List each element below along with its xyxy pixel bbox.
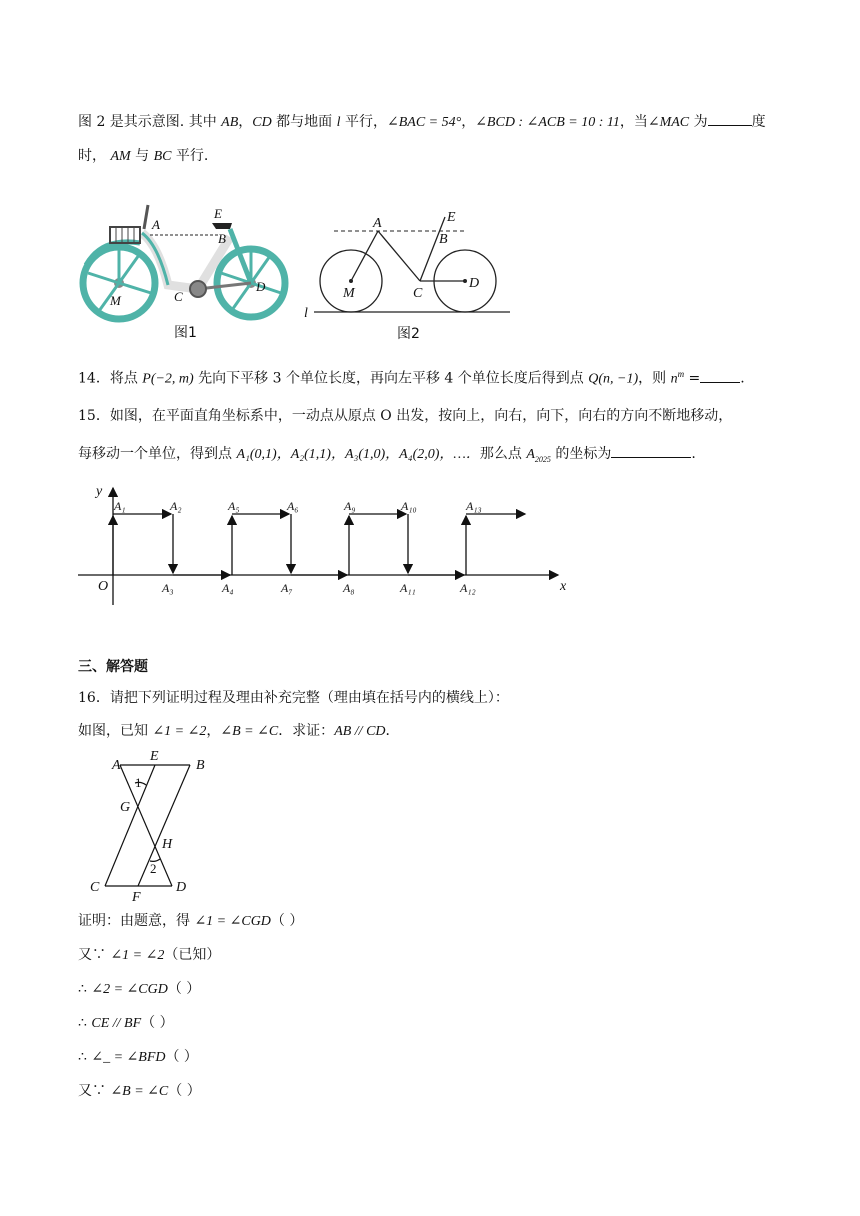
parallel-lines-figure (80, 748, 210, 908)
point-label-a5: A₅ (228, 499, 240, 513)
proof-step (78, 979, 200, 1000)
proof-text: ∴ (78, 1015, 92, 1031)
q16-line-2: 如图，已知 ∠1 = ∠2，∠B = ∠C．求证：AB // CD． (78, 723, 400, 739)
proof-text: ∠1 = ∠2 (110, 948, 165, 963)
fig1-caption: 图1 (174, 325, 197, 341)
proof-text: ∠2 = ∠CGD (91, 982, 168, 997)
reason-blank[interactable]: （ ） (168, 1083, 201, 1099)
fig1-label-b: B (218, 231, 226, 246)
q16-label-g: G (120, 800, 131, 815)
proof-text: CE // BF (91, 1016, 142, 1031)
proof-text: 又∵ (78, 1083, 111, 1099)
point-label-a7: A₇ (281, 581, 293, 595)
proof-text: ∠B = ∠C (110, 1084, 169, 1099)
point-label-a8: A₈ (343, 581, 355, 595)
q13-line-2: 时， AM 与 BC 平行. (78, 148, 209, 164)
answer-blank-q15[interactable] (611, 443, 691, 458)
y-axis-label: y (96, 484, 103, 499)
q16-angle-2: 2 (150, 861, 157, 876)
point-label-a3: A₃ (162, 581, 174, 595)
fig2-label-a: A (373, 216, 382, 231)
reason-blank[interactable]: （ ） (270, 913, 304, 929)
fig1-label-a: A (152, 217, 160, 232)
q16-label-c: C (90, 880, 100, 895)
q16-label-a: A (112, 758, 121, 773)
proof-step (78, 1047, 198, 1068)
answer-blank-q14[interactable] (700, 368, 740, 383)
point-label-a12: A₁₂ (460, 581, 476, 595)
bicycle-figure-2 (300, 205, 520, 345)
fig2-caption: 图2 (397, 326, 420, 342)
fig2-label-c: C (413, 286, 423, 301)
q14: 14．将点 P(−2, m) 先向下平移 3 个单位长度，再向左平移 4 个单位长度后得到点 Q(n, −1)，则 $n^m$ = . (78, 369, 745, 387)
fig2-label-l: l (304, 306, 308, 321)
point-label-a13: A₁₃ (466, 499, 482, 513)
section-title: 三、解答题 (78, 659, 148, 675)
proof-step (78, 1081, 201, 1102)
proof-text: 证明：由题意，得 (78, 913, 195, 929)
reason-blank[interactable]: （ ） (141, 1015, 174, 1031)
fig1-label-e: E (214, 206, 222, 221)
point-label-a9: A₉ (344, 499, 356, 513)
point-label-a2: A₂ (170, 499, 182, 513)
reason-blank[interactable]: （ ） (167, 981, 201, 997)
proof-step (78, 1013, 174, 1034)
fig2-label-b: B (439, 232, 448, 247)
reason-blank[interactable]: （ ） (165, 1049, 198, 1065)
fig2-label-e: E (447, 210, 456, 225)
q16-label-f: F (132, 890, 141, 905)
q15-line-2: 每移动一个单位，得到点 A₁(0,1)，A₂(1,1)，A₃(1,0)，A₄(2,0)，…．那么点 $A_{2025}$ 的坐标为 . (78, 443, 696, 470)
point-label-a10: A₁₀ (401, 499, 417, 513)
coordinate-path-figure (70, 480, 580, 610)
proof-text: ∠1 = ∠CGD (194, 914, 271, 929)
proof-text: 又∵ (78, 947, 111, 963)
proof-text: ∴ (78, 981, 92, 997)
q16-label-h: H (162, 837, 173, 852)
proof-text: ∠_ = ∠BFD (91, 1050, 166, 1065)
point-label-a6: A₆ (287, 499, 299, 513)
q16-label-b: B (196, 758, 205, 773)
q13-line-1: 图 2 是其示意图. 其中 AB，CD 都与地面 l 平行，∠BAC = 54°，∠BCD : ∠ACB = 10 : 11，当∠MAC 为 度 (78, 111, 766, 133)
q15-line-1: 15．如图，在平面直角坐标系中，一动点从原点 O 出发，按向上，向右，向下，向右的方向不断地移动， (78, 408, 733, 424)
proof-text: ∴ (78, 1049, 92, 1065)
reason-blank[interactable]: （已知） (164, 947, 221, 963)
proof-step (78, 945, 220, 966)
proof-step (78, 911, 303, 932)
fig1-label-c: C (174, 289, 183, 304)
fig1-label-d: D (256, 279, 266, 294)
fig1-label-m: M (110, 293, 121, 308)
q16-label-d: D (176, 880, 187, 895)
point-label-a1: A₁ (114, 499, 126, 513)
answer-blank-angle[interactable] (708, 111, 752, 126)
bicycle-figure-1 (80, 185, 300, 345)
q16-label-e: E (150, 749, 159, 764)
origin-label: O (98, 579, 109, 594)
q16-line-1: 16．请把下列证明过程及理由补充完整（理由填在括号内的横线上）： (78, 690, 509, 706)
fig2-label-d: D (469, 276, 480, 291)
point-label-a4: A₄ (222, 581, 234, 595)
q16-angle-1: 1 (135, 775, 142, 790)
fig2-label-m: M (343, 286, 355, 301)
point-label-a11: A₁₁ (400, 581, 416, 595)
x-axis-label: x (560, 579, 567, 594)
